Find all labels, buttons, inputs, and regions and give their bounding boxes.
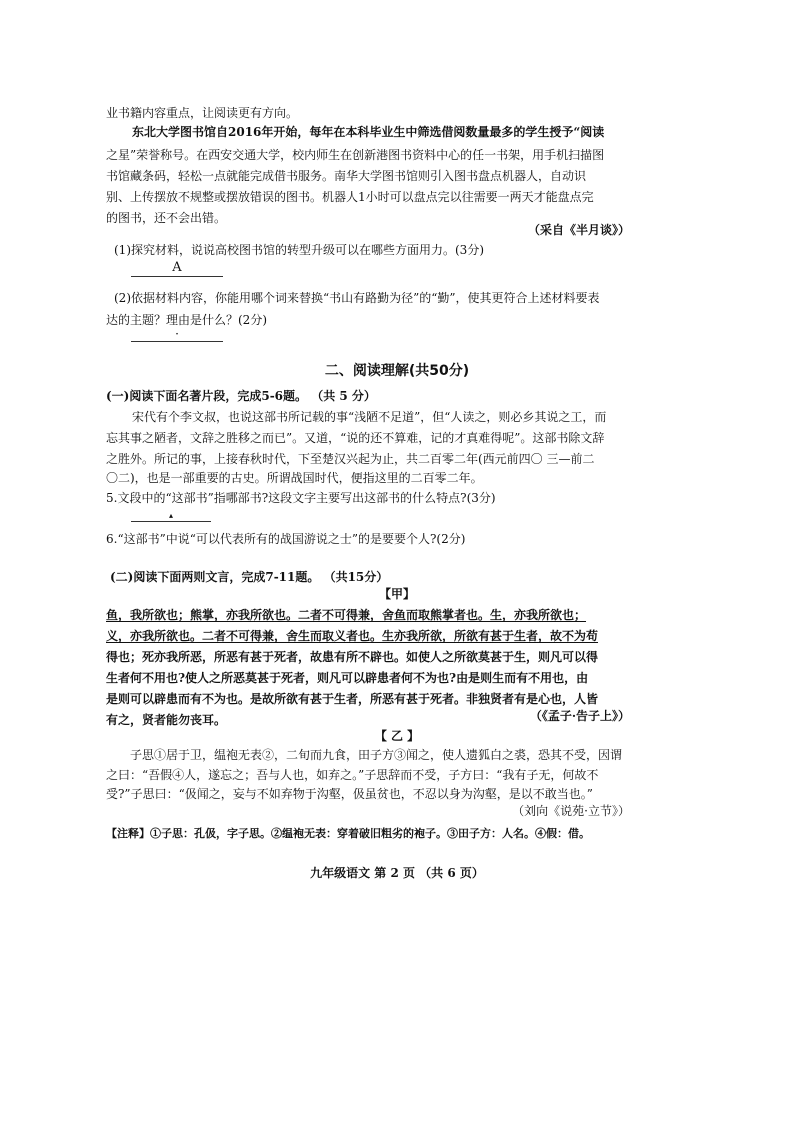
section-2-title: 二、阅读理解(共50分) [324, 363, 470, 379]
material-p1-line-3: 书馆藏条码，轻松一点就能完成借书服务。南华大学图书馆则引入图书盘点机器人，自动识 [106, 169, 587, 183]
part-1-title: (一)阅读下面名著片段，完成5-6题。 （共 5 分） [106, 389, 376, 403]
material-p1-line-5: 的图书，还不会出错。 [106, 211, 227, 225]
material-p1-line-2: 之星”荣誉称号。在西安交通大学，校内师生在创新港图书资料中心的任一书架，用手机扫描图 [106, 148, 605, 162]
passage-jia-line-4: 生者何不用也?使人之所恶莫甚于死者，则凡可以辟患者何不为也?由是则生而有不用也，由 [106, 671, 589, 685]
part-1-line-4: 〇二)，也是一部重要的古史。所谓战国时代，便指这里的二百零二年。 [106, 471, 483, 485]
passage-jia-line-2: 义，亦我所欲也。二者不可得兼，舍生而取义者也。生亦我所欲，所欲有甚于生者，故不为苟 [106, 629, 599, 643]
passage-jia-line-5: 是则可以辟患而有不为也。是故所欲有甚于生者，所恶有甚于死者。非独贤者有是心也，人皆 [106, 692, 599, 706]
question-5: 5.文段中的“这部书”指哪部书?这段文字主要写出这部书的什么特点?(3分) [106, 491, 496, 505]
passage-yi-line-3: 受?”子思曰：“伋闻之，妄与不如弃物于沟壑，伋虽贫也，不忍以身为沟壑，是以不敢当也。” [106, 787, 593, 801]
passage-yi-line-1: 子思①居于卫，缊袍无表②，二旬而九食，田子方③闻之，使人遗狐白之裘，恐其不受，因谓 [130, 748, 623, 762]
question-2-line-1: (2)依据材料内容，你能用哪个词来替换“书山有路勤为径”的“勤”，使其更符合上述材料要表 [114, 291, 600, 305]
passage-yi-source: （刘向《说苑·立节》） [512, 804, 630, 818]
annotation-notes: 【注释】①子思：孔伋，字子思。②缊袍无表：穿着破旧粗劣的袍子。③田子方：人名。④假：借。 [106, 827, 590, 840]
part-2-title: (二)阅读下面两则文言，完成7-11题。 （共15分） [110, 570, 389, 584]
passage-jia-line-3: 得也；死亦我所恶，所恶有甚于死者，故患有所不辟也。如使人之所欲莫甚于生，则凡可以得 [106, 650, 599, 664]
material-source: （采自《半月谈》） [527, 223, 630, 237]
question-1: (1)探究材料，说说高校图书馆的转型升级可以在哪些方面用力。(3分) [114, 243, 484, 257]
material-p1-line-4: 别、上传摆放不规整或摆放错误的图书。机器人1小时可以盘点完以往需要一两天才能盘点完 [106, 190, 594, 204]
answer-line-5[interactable] [131, 521, 211, 522]
passage-yi-line-2: 之曰：“吾假④人，遂忘之；吾与人也，如弃之。”子思辞而不受，子方曰：“我有子无，何故不 [106, 768, 599, 782]
material-p1-line-1: 东北大学图书馆自2016年开始，每年在本科毕业生中筛选借阅数量最多的学生授予“阅读 [132, 125, 605, 139]
question-6: 6.“这部书”中说“可以代表所有的战国游说之士”的是要要个人?(2分) [106, 532, 466, 546]
passage-jia-source: （《孟子·告子上》） [529, 709, 630, 723]
answer-mark-a: A [172, 260, 182, 275]
material-line-0: 业书籍内容重点，让阅读更有方向。 [106, 106, 299, 120]
answer-mark-dot: · [175, 327, 179, 341]
part-1-line-3: 之胜外。所记的事，上接春秋时代，下至楚汉兴起为止，共二百零二年(西元前四〇 三—前二 [106, 452, 595, 466]
answer-line-1[interactable] [131, 276, 223, 277]
passage-jia-label: 【甲】 [378, 587, 415, 601]
passage-jia-line-1: 鱼，我所欲也；熊掌，亦我所欲也。二者不可得兼，舍鱼而取熊掌者也。生，亦我所欲也； [106, 608, 587, 622]
part-1-line-1: 宋代有个李文叔，也说这部书所记载的事“浅陋不足道”，但“人读之，则必乡其说之工，而 [132, 410, 607, 424]
passage-yi-label: 【 乙 】 [374, 729, 420, 743]
page-footer: 九年级语文 第 2 页 （共 6 页） [310, 866, 484, 880]
answer-mark-5: ▴ [168, 511, 173, 520]
answer-line-2[interactable] [131, 341, 223, 342]
part-1-line-2: 忘其事之陋者，文辞之胜移之而已”。又道，“说的还不算难，记的才真难得呢”。这部书除文辞 [106, 431, 605, 445]
passage-jia-line-6: 有之，贤者能勿丧耳。 [106, 713, 227, 727]
question-2-line-2: 达的主题？理由是什么？(2分) [106, 313, 267, 327]
